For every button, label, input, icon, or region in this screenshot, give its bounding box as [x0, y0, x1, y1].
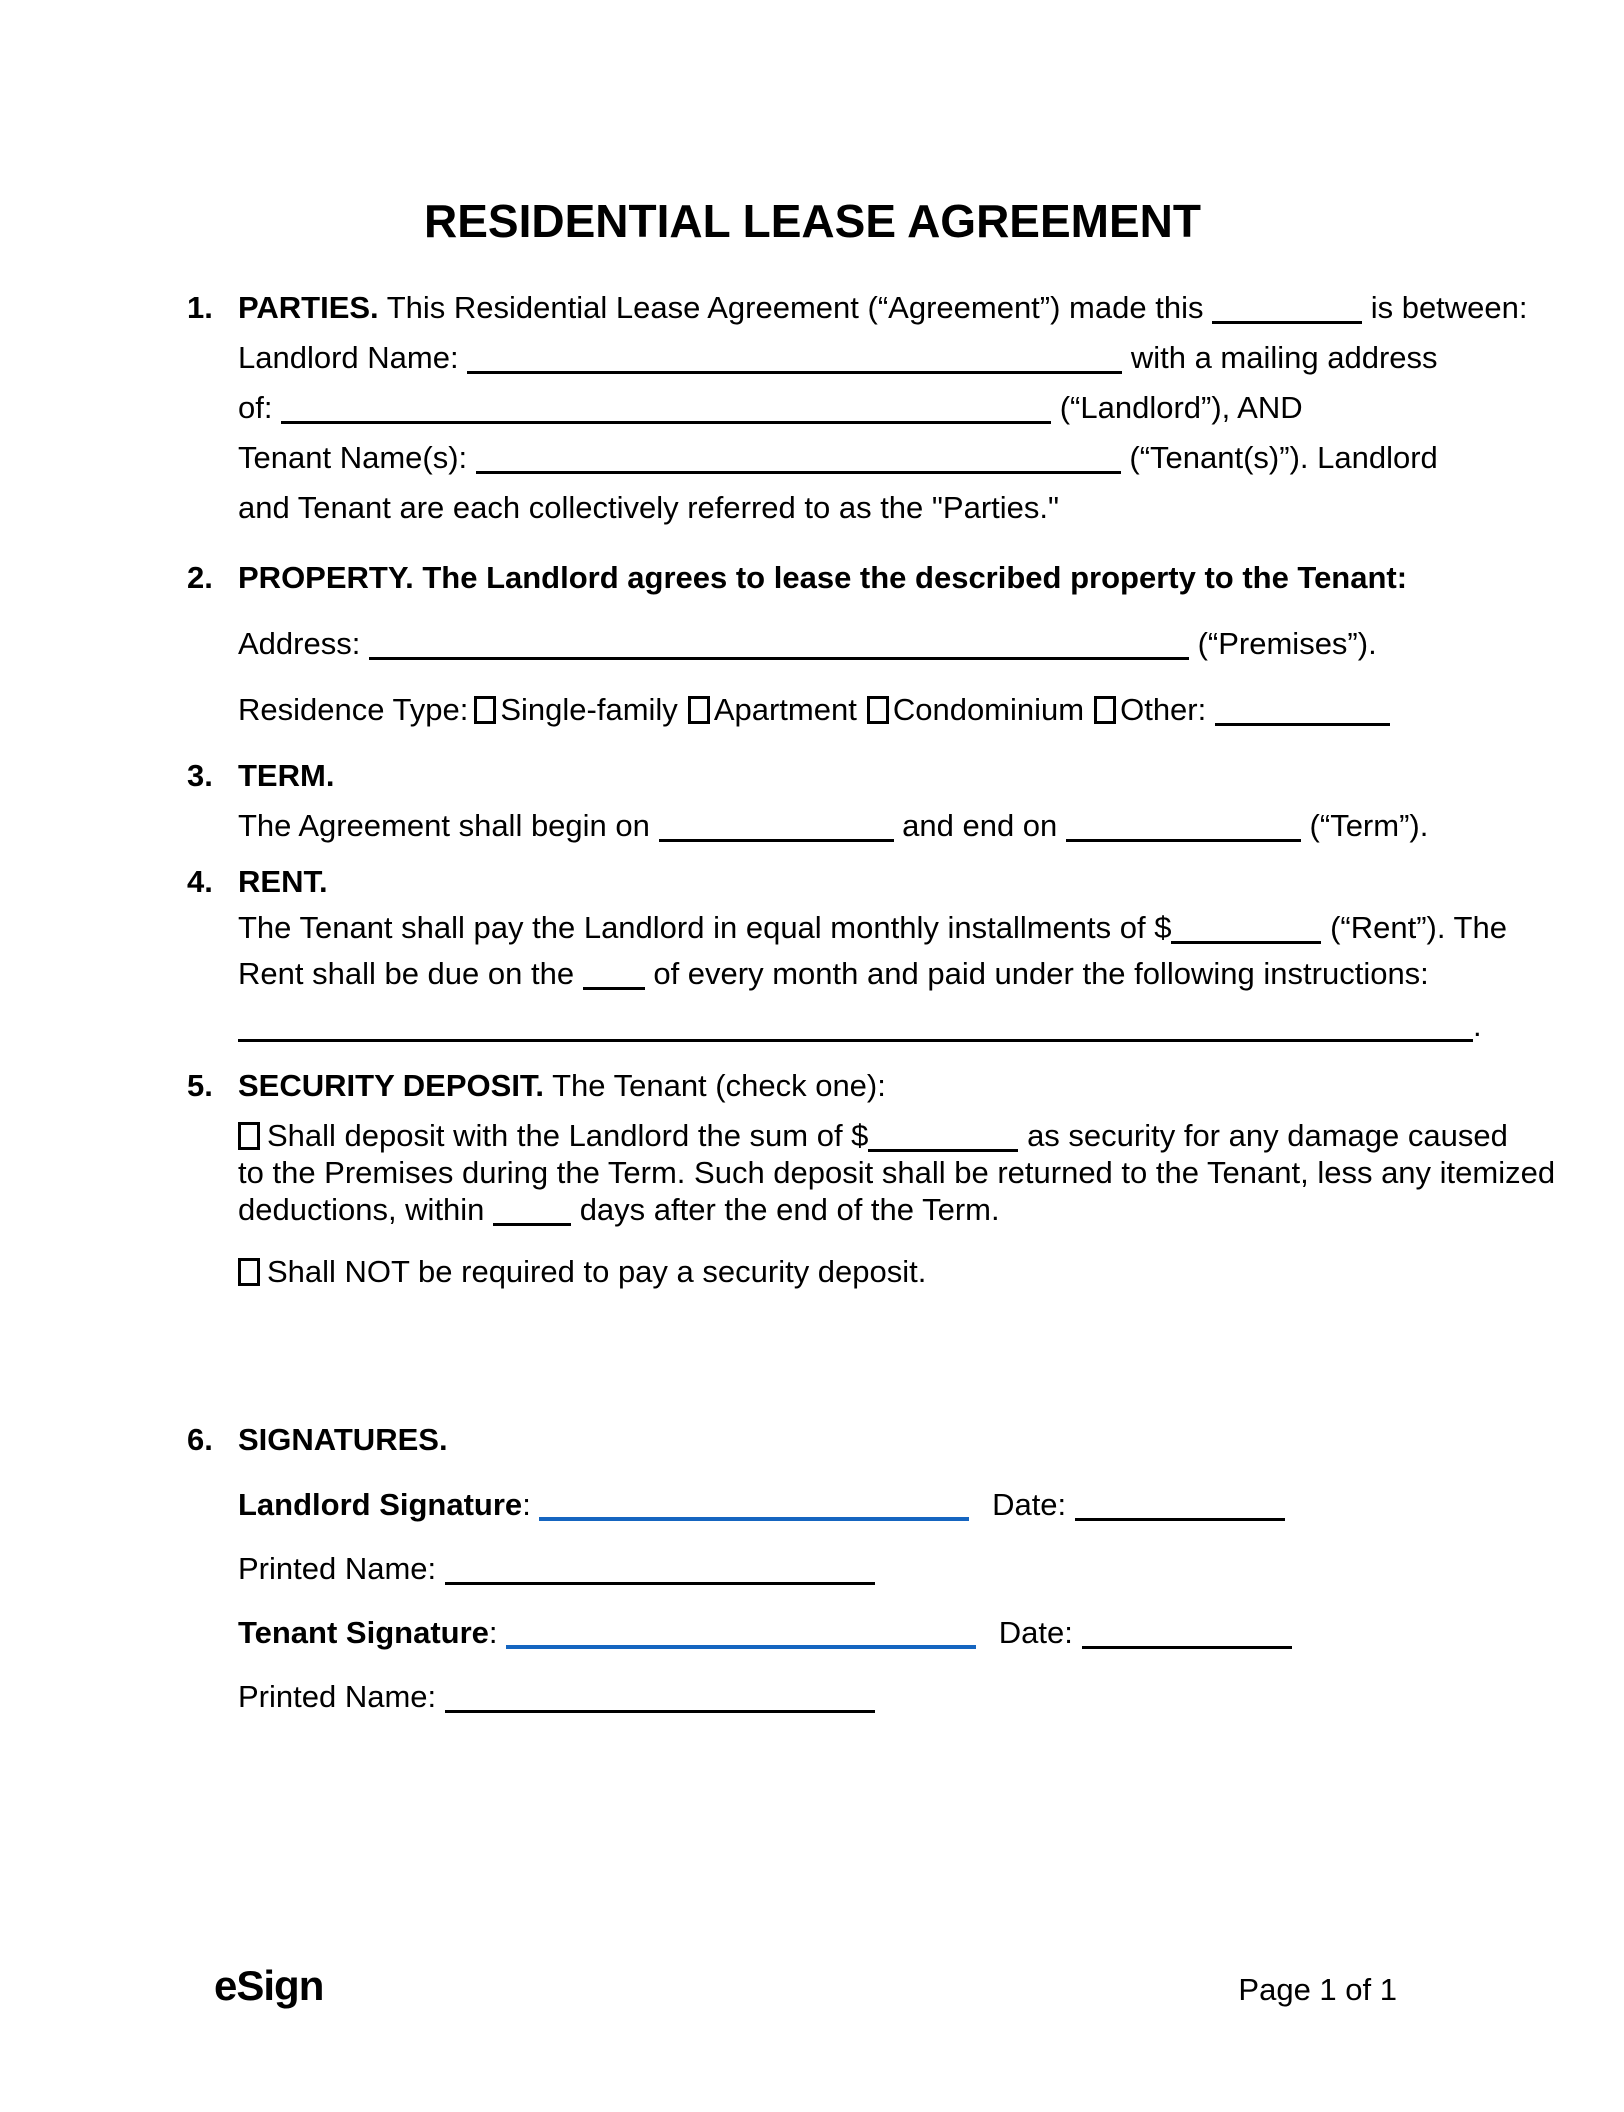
page-title: RESIDENTIAL LEASE AGREEMENT — [424, 195, 1201, 247]
deposit-text-3b: days after the end of the Term. — [579, 1191, 1000, 1227]
parties-closing-text: and Tenant are each collectively referred to as the "Parties." — [238, 489, 1060, 525]
deposit-text-2: to the Premises during the Term. Such deposit shall be returned to the Tenant, less any itemized — [238, 1154, 1556, 1190]
term-tail: (“Term”). — [1309, 807, 1429, 843]
rent-due-day-blank[interactable] — [583, 975, 645, 990]
agreement-date-blank[interactable] — [1212, 309, 1362, 324]
rent-heading-line — [238, 863, 1438, 901]
deposit-text-3a: deductions, within — [238, 1191, 485, 1227]
term-end-blank[interactable] — [1066, 827, 1301, 842]
rent-text-1: The Tenant shall pay the Landlord in equal monthly installments of $ — [238, 909, 1172, 945]
premises-address-label: Address: — [238, 625, 361, 661]
checkbox-single-family[interactable] — [474, 696, 496, 724]
section-parties — [187, 289, 1528, 539]
landlord-date-blank[interactable] — [1075, 1506, 1285, 1521]
checkbox-condominium[interactable] — [867, 696, 889, 724]
section-signatures — [187, 1421, 1438, 1742]
parties-address-line — [238, 389, 1438, 427]
security-heading: SECURITY DEPOSIT. — [238, 1067, 545, 1103]
landlord-name-blank[interactable] — [467, 359, 1122, 374]
premises-address-blank[interactable] — [369, 645, 1189, 660]
section-number: 1. — [187, 289, 213, 325]
section-security-deposit — [187, 1067, 1556, 1290]
tenant-names-label: Tenant Name(s): — [238, 439, 468, 475]
deposit-text-1a: Shall deposit with the Landlord the sum of $ — [267, 1117, 869, 1153]
landlord-date-label: Date: — [992, 1486, 1067, 1522]
landlord-name-tail: with a mailing address — [1130, 339, 1438, 375]
section-property — [187, 559, 1438, 757]
parties-intro-text: This Residential Lease Agreement (“Agreement”) made this — [386, 289, 1204, 325]
deposit-option-1-line-1 — [238, 1117, 1508, 1154]
tenant-names-tail: (“Tenant(s)”). Landlord — [1129, 439, 1438, 475]
property-heading: PROPERTY. — [238, 559, 414, 595]
signatures-heading-line — [238, 1421, 1438, 1459]
parties-line-1 — [238, 289, 1528, 327]
section-number: 2. — [187, 559, 213, 595]
landlord-address-tail: (“Landlord”), AND — [1059, 389, 1303, 425]
property-address-line — [238, 625, 1438, 663]
residence-option-label: Single-family — [500, 691, 678, 727]
checkbox-no-deposit[interactable] — [238, 1258, 260, 1286]
section-number: 4. — [187, 863, 213, 899]
property-intro-text: The Landlord agrees to lease the described property to the Tenant: — [422, 559, 1408, 595]
tenant-signature-line-row — [238, 1614, 1438, 1652]
term-dates-line — [238, 807, 1438, 845]
deposit-option-1-line-2 — [238, 1154, 1556, 1191]
deposit-amount-blank[interactable] — [868, 1137, 1018, 1152]
section-term — [187, 757, 1438, 857]
section-rent — [187, 863, 1507, 1053]
residence-other-blank[interactable] — [1215, 711, 1390, 726]
deposit-option-1-line-3 — [238, 1191, 1438, 1228]
deposit-text-1b: as security for any damage caused — [1027, 1117, 1508, 1153]
parties-heading: PARTIES. — [238, 289, 379, 325]
residence-option-label: Condominium — [892, 691, 1085, 727]
checkbox-apartment[interactable] — [688, 696, 710, 724]
residence-option-label: Other: — [1120, 691, 1207, 727]
payment-instructions-blank[interactable] — [238, 1027, 1473, 1042]
landlord-address-blank[interactable] — [281, 409, 1051, 424]
landlord-signature-label: Landlord Signature — [238, 1486, 523, 1522]
tenant-printed-name-row — [238, 1678, 1438, 1716]
term-text-2: and end on — [902, 807, 1058, 843]
deposit-option-2-line — [238, 1253, 1438, 1290]
section-number: 5. — [187, 1067, 213, 1103]
tenant-date-label: Date: — [998, 1614, 1073, 1650]
parties-intro-tail: is between: — [1370, 289, 1528, 325]
parties-closing-line — [238, 489, 1438, 527]
label-colon: : — [522, 1486, 531, 1522]
landlord-name-label: Landlord Name: — [238, 339, 459, 375]
tenant-printed-name-label: Printed Name: — [238, 1678, 437, 1714]
tenant-date-blank[interactable] — [1082, 1634, 1292, 1649]
parties-tenant-line — [238, 439, 1438, 477]
deposit-option-2 — [238, 1253, 1438, 1290]
esign-logo: eSign — [214, 1962, 324, 2009]
tenant-signature-line[interactable] — [506, 1633, 976, 1649]
residence-type-line — [238, 691, 1438, 729]
premises-address-tail: (“Premises”). — [1197, 625, 1377, 661]
residence-option-label: Apartment — [713, 691, 857, 727]
rent-line-2 — [238, 955, 1438, 993]
term-start-blank[interactable] — [659, 827, 894, 842]
security-intro: The Tenant (check one): — [552, 1067, 886, 1103]
term-heading: TERM. — [238, 757, 335, 793]
page-footer — [214, 1962, 1397, 2010]
rent-tail-2: of every month and paid under the following instructions: — [653, 955, 1429, 991]
rent-amount-blank[interactable] — [1171, 929, 1321, 944]
rent-tail-1: (“Rent”). The — [1330, 909, 1507, 945]
section-number: 3. — [187, 757, 213, 793]
landlord-signature-line-row — [238, 1486, 1438, 1524]
term-text-1: The Agreement shall begin on — [238, 807, 650, 843]
rent-heading: RENT. — [238, 863, 328, 899]
rent-text-2: Rent shall be due on the — [238, 955, 575, 991]
residence-type-label: Residence Type: — [238, 691, 469, 727]
label-colon: : — [488, 1614, 498, 1650]
deposit-option-1 — [238, 1117, 1556, 1228]
deposit-return-days-blank[interactable] — [493, 1211, 571, 1226]
tenant-signature-label: Tenant Signature — [238, 1614, 489, 1650]
page-number: Page 1 of 1 — [1238, 1972, 1397, 2007]
property-heading-line — [238, 559, 1438, 597]
landlord-address-label: of: — [238, 389, 273, 425]
checkbox-deposit-required[interactable] — [238, 1122, 260, 1150]
rent-instructions-line — [238, 1007, 1482, 1045]
landlord-printed-name-label: Printed Name: — [238, 1550, 437, 1586]
landlord-signature-line[interactable] — [539, 1505, 969, 1521]
parties-landlord-line — [238, 339, 1438, 377]
section-number: 6. — [187, 1421, 213, 1457]
landlord-printed-name-row — [238, 1550, 1438, 1588]
security-heading-line — [238, 1067, 1438, 1105]
signatures-heading: SIGNATURES. — [238, 1421, 448, 1457]
tenant-names-blank[interactable] — [476, 459, 1121, 474]
landlord-printed-name-blank[interactable] — [445, 1570, 875, 1585]
rent-line-1 — [238, 909, 1507, 947]
rent-line-period: . — [1473, 1007, 1482, 1043]
tenant-printed-name-blank[interactable] — [445, 1698, 875, 1713]
term-heading-line — [238, 757, 1438, 795]
no-deposit-text: Shall NOT be required to pay a security deposit. — [267, 1253, 927, 1289]
checkbox-other[interactable] — [1094, 696, 1116, 724]
